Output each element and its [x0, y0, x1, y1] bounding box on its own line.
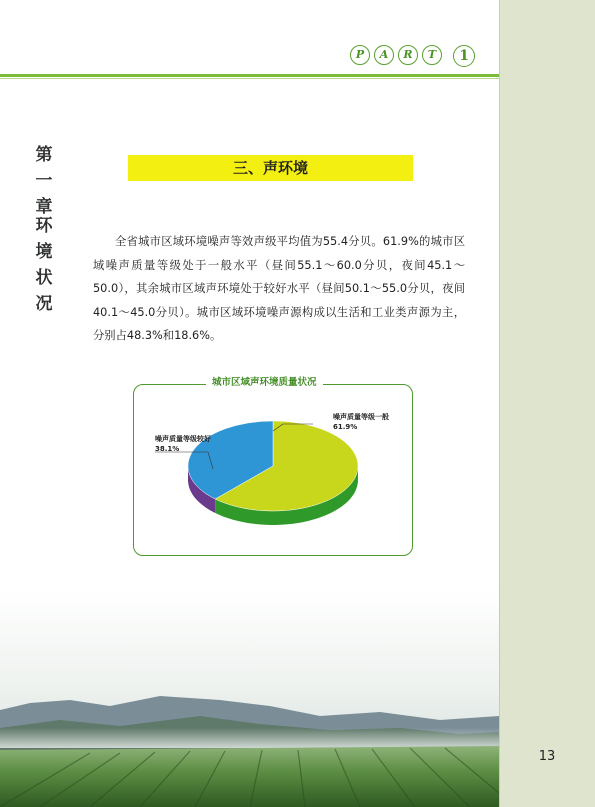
pie-chart: [133, 384, 413, 556]
chart-title: 城市区域声环境质量状况: [206, 376, 323, 390]
sidebar-divider: [499, 0, 500, 807]
topic-char: 境: [35, 242, 53, 262]
slice-value-general: 61.9%: [333, 423, 358, 431]
chapter-sidebar: [499, 0, 595, 807]
header-rule-thin: [0, 78, 499, 79]
topic-char: 况: [35, 294, 53, 314]
part-letter-badge: T: [422, 45, 442, 65]
part-letter-badge: A: [374, 45, 394, 65]
body-paragraph: 全省城市区域环境噪声等效声级平均值为55.4分贝。61.9%的城市区域噪声质量等级处于一般水平（昼间55.1～60.0分贝，夜间45.1～50.0），其余城市区域声环境处于较好水平（昼间50.1～55.0分贝，夜间40.1～45.0分贝）。城市区域环境噪声源构成以生活和工业类声源为主，分别占48.3%和18.6%。: [93, 235, 465, 342]
topic-char: 环: [35, 216, 53, 236]
section-title: 三、声环境: [128, 155, 413, 181]
part-header: [350, 45, 475, 69]
part-letter-badge: R: [398, 45, 418, 65]
slice-label-good: 噪声质量等级较好: [155, 435, 211, 443]
header-rule: [0, 74, 499, 77]
part-letter-badge: P: [350, 45, 370, 65]
slice-label-general: 噪声质量等级一般: [333, 413, 389, 421]
slice-value-good: 38.1%: [155, 445, 180, 453]
topic-char: 状: [35, 268, 53, 288]
page-number: 13: [538, 749, 556, 764]
chapter-topic: [24, 213, 64, 317]
part-number-badge: 1: [453, 45, 475, 67]
part-letters: [350, 45, 451, 64]
chapter-char: 章: [35, 197, 53, 217]
vineyard-landscape-image: [0, 588, 499, 807]
chapter-char: 一: [35, 171, 53, 191]
chapter-label: [24, 142, 64, 220]
chapter-char: 第: [35, 145, 53, 165]
